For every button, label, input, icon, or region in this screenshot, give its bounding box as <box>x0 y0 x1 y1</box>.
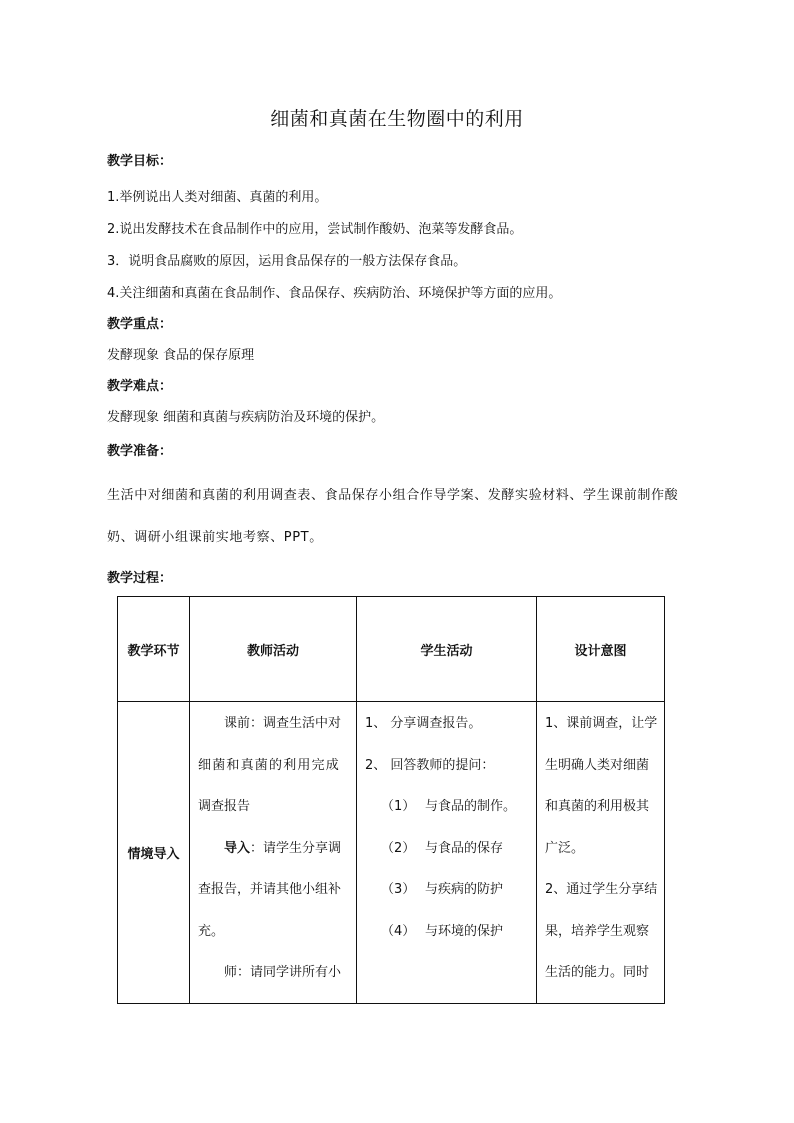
goals-heading: 教学目标： <box>107 154 173 169</box>
header-teacher: 教师活动 <box>190 597 357 702</box>
sub-number: （3） <box>381 882 416 897</box>
sub-number: （4） <box>381 923 416 939</box>
design-intent-cell <box>537 702 665 1004</box>
teacher-line <box>198 837 350 879</box>
header-student: 学生活动 <box>357 597 537 702</box>
intent-line: 生活的能力。同时 <box>545 965 650 980</box>
teacher-activity-cell <box>190 702 357 1004</box>
teacher-line <box>198 712 350 754</box>
teacher-line: 师：请同学讲所有小 <box>224 965 342 980</box>
key-points-text: 发酵现象 食品的保存原理 <box>107 348 255 363</box>
table-header-row <box>118 597 665 702</box>
teacher-line: 细菌和真菌的利用完成 <box>198 757 341 773</box>
sub-text: 与环境的保护 <box>425 923 504 939</box>
sub-text: 与食品的制作。 <box>425 799 517 814</box>
goal-item: 2.说出发酵技术在食品制作中的应用，尝试制作酸奶、泡菜等发酵食品。 <box>107 222 523 237</box>
prep-heading: 教学准备： <box>107 444 173 459</box>
teacher-text: ：请学生分享调 <box>250 840 342 856</box>
prep-line: 生活中对细菌和真菌的利用调查表、食品保存小组合作导学案、发酵实验材料、学生课前制作酸 <box>107 488 679 503</box>
teacher-line: 查报告，并请其他小组补 <box>198 882 342 897</box>
teacher-line: 充。 <box>198 923 225 939</box>
teacher-text: ：调查生活中对 <box>250 716 342 731</box>
student-sub-item <box>365 920 530 962</box>
key-points-heading: 教学重点： <box>107 317 173 332</box>
intent-line: 果，培养学生观察 <box>545 923 650 939</box>
sub-text: 与疾病的防护 <box>425 882 504 897</box>
header-intent: 设计意图 <box>537 597 665 702</box>
header-stage: 教学环节 <box>118 597 190 702</box>
goal-item: 4.关注细菌和真菌在食品制作、食品保存、疾病防治、环境保护等方面的应用。 <box>107 286 562 301</box>
teacher-line: 调查报告 <box>198 799 251 814</box>
sub-number: （1） <box>381 799 416 814</box>
table-row <box>118 702 665 1004</box>
goal-item: 1.举例说出人类对细菌、真菌的利用。 <box>107 190 328 205</box>
student-line: 2、 回答教师的提问： <box>365 757 495 773</box>
student-activity-cell <box>357 702 537 1004</box>
sub-text: 与食品的保存 <box>425 840 504 856</box>
teacher-label: 导入 <box>224 840 251 856</box>
difficulties-heading: 教学难点： <box>107 379 173 394</box>
intent-line: 2、通过学生分享结 <box>545 882 658 897</box>
difficulties-text: 发酵现象 细菌和真菌与疾病防治及环境的保护。 <box>107 410 385 425</box>
document-title: 细菌和真菌在生物圈中的利用 <box>270 108 524 130</box>
student-sub-item <box>365 795 530 837</box>
student-sub-item <box>365 878 530 920</box>
intent-line: 生明确人类对细菌 <box>545 757 650 773</box>
student-line: 1、 分享调查报告。 <box>365 716 482 731</box>
stage-cell: 情境导入 <box>118 702 190 1004</box>
intent-line: 广泛。 <box>545 840 585 856</box>
intent-line: 和真菌的利用极其 <box>545 799 650 814</box>
teacher-label: 课前 <box>224 716 251 731</box>
intent-line: 1、课前调查，让学 <box>545 716 658 731</box>
goal-item: 3．说明食品腐败的原因，运用食品保存的一般方法保存食品。 <box>107 254 467 269</box>
process-table <box>117 596 665 1004</box>
process-heading: 教学过程： <box>107 571 173 586</box>
student-sub-item <box>365 837 530 879</box>
prep-line: 奶、调研小组课前实地考察、PPT。 <box>107 530 323 545</box>
sub-number: （2） <box>381 840 416 856</box>
